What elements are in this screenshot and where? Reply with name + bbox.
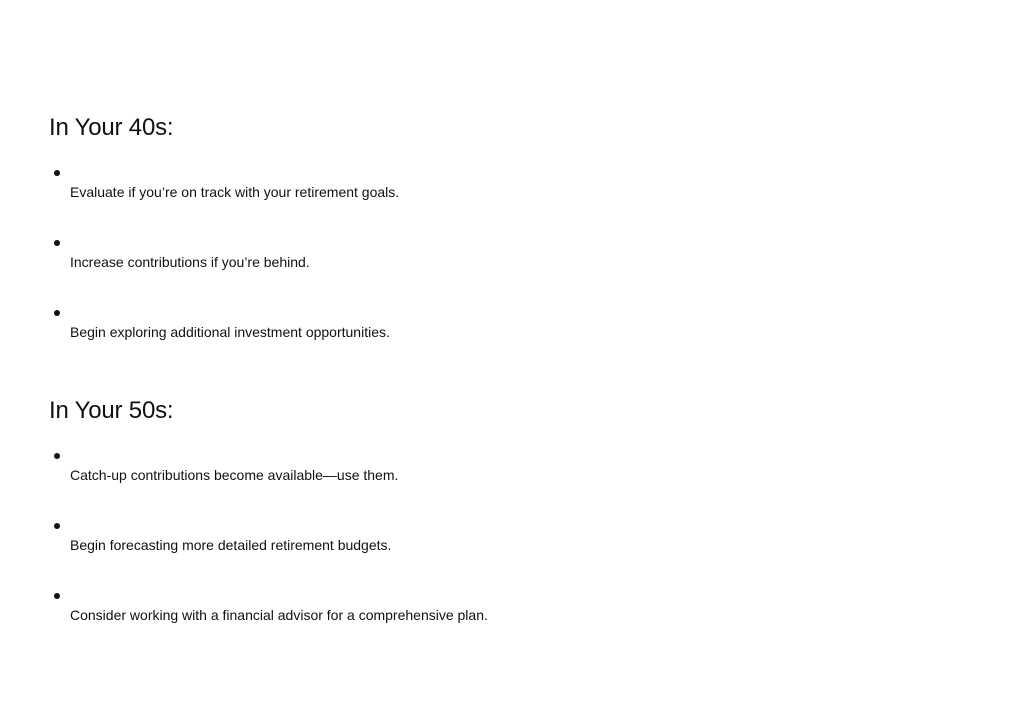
- list-item-text: Catch-up contributions become available—use them.: [70, 467, 399, 483]
- list-item-text: Increase contributions if you’re behind.: [70, 254, 310, 270]
- section-heading-50s: In Your 50s:: [49, 397, 174, 424]
- section-50s: [49, 395, 949, 663]
- list-item: [49, 310, 949, 380]
- list-item-text: Begin forecasting more detailed retirement budgets.: [70, 537, 392, 553]
- list-item: [49, 523, 949, 593]
- list-item: [49, 170, 949, 240]
- bullet-icon: [54, 523, 60, 529]
- list-item: [49, 453, 949, 523]
- section-40s: [49, 112, 949, 380]
- bullet-icon: [54, 310, 60, 316]
- section-heading-40s: In Your 40s:: [49, 114, 174, 141]
- bullet-icon: [54, 453, 60, 459]
- list-item-text: Evaluate if you’re on track with your retirement goals.: [70, 184, 400, 200]
- checklist-40s: [49, 170, 949, 380]
- bullet-icon: [54, 593, 60, 599]
- bullet-icon: [54, 170, 60, 176]
- list-item-text: Begin exploring additional investment opportunities.: [70, 324, 390, 340]
- list-item: [49, 593, 949, 663]
- list-item-text: Consider working with a financial advisor for a comprehensive plan.: [70, 607, 488, 623]
- bullet-icon: [54, 240, 60, 246]
- checklist-50s: [49, 453, 949, 663]
- list-item: [49, 240, 949, 310]
